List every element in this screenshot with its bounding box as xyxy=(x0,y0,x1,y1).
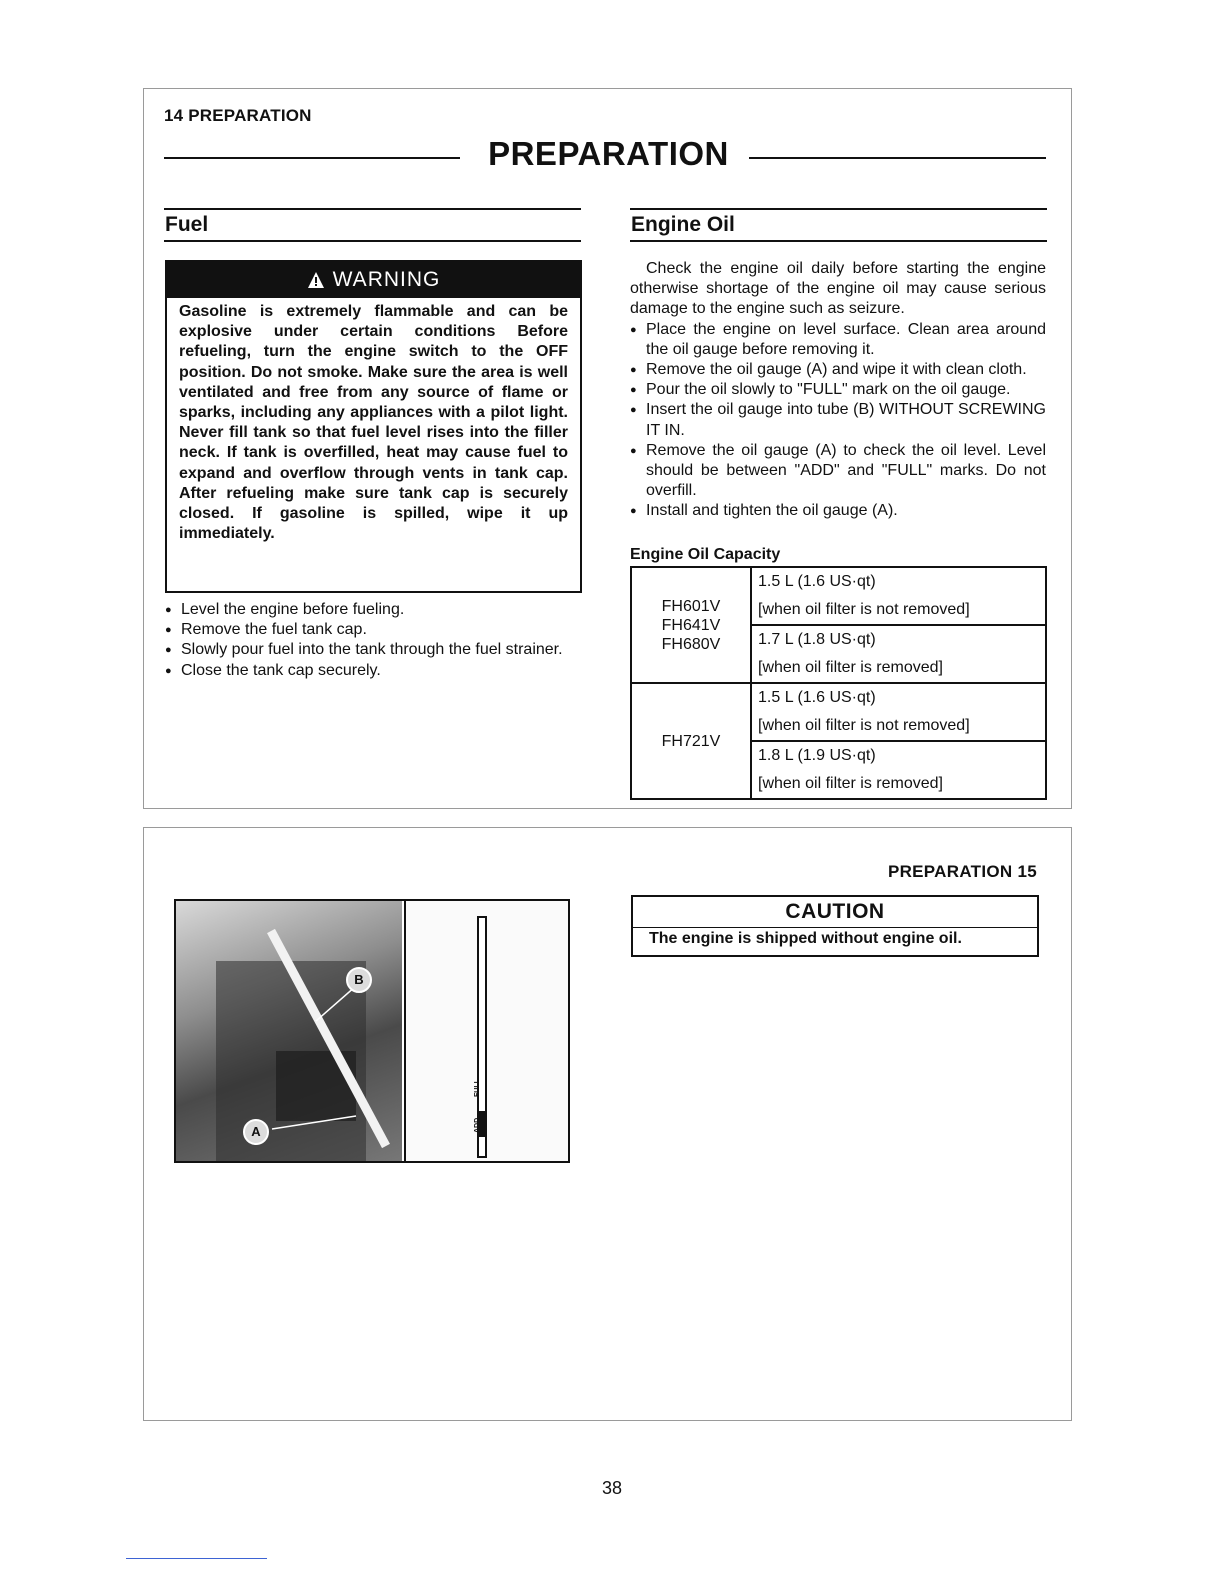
link-underline[interactable] xyxy=(126,1558,267,1559)
engine-oil-heading: Engine Oil xyxy=(631,213,735,236)
list-item: ● Place the engine on level surface. Clean area around the oil gauge before removing it. xyxy=(630,320,1046,360)
gauge-add-label: ADD xyxy=(474,1117,481,1133)
warning-header xyxy=(167,262,580,298)
list-item: ● Remove the fuel tank cap. xyxy=(165,620,581,640)
dipstick-illustration xyxy=(404,901,570,1161)
list-item: ● Install and tighten the oil gauge (A). xyxy=(630,501,1046,521)
page-header: 14 PREPARATION xyxy=(164,106,312,125)
table-row xyxy=(631,567,1046,625)
page-title: PREPARATION xyxy=(488,135,729,172)
oil-gauge-photo xyxy=(174,899,570,1163)
engine-photo xyxy=(176,901,402,1161)
page-14-panel xyxy=(143,88,1072,809)
warning-triangle-icon xyxy=(307,271,325,289)
page-number: 38 xyxy=(601,1478,623,1498)
caution-box xyxy=(631,895,1039,957)
warning-text: Gasoline is extremely flammable and can be explosive under certain conditions Before refueling, turn the engine switch to the OFF position. Do not smoke. Make sure the area is well ventilated and free from any source of flame or sparks, including any appliances with a pilot light. Never fill tank so that fuel level rises into the filler neck. If tank is overfilled, heat may cause fuel to expand and overflow through vents in tank cap. After refueling make sure tank cap is securely closed. If gasoline is spilled, wipe it up immediately. xyxy=(179,303,568,543)
capacity-cell: 1.8 L (1.9 US·qt) [when oil filter is removed] xyxy=(751,741,1046,799)
list-item: ● Insert the oil gauge into tube (B) WITHOUT SCREWING IT IN. xyxy=(630,400,1046,440)
list-item: ● Remove the oil gauge (A) to check the oil level. Level should be between "ADD" and "FULL" marks. Do not overfill. xyxy=(630,441,1046,502)
label-b: B xyxy=(346,967,372,993)
capacity-cell: 1.5 L (1.6 US·qt) [when oil filter is not removed] xyxy=(751,683,1046,741)
table-row xyxy=(631,683,1046,741)
caution-label: CAUTION xyxy=(633,897,1037,928)
list-item: ● Close the tank cap securely. xyxy=(165,661,581,681)
list-item: ● Remove the oil gauge (A) and wipe it with clean cloth. xyxy=(630,360,1046,380)
model-cell: FH601V FH641V FH680V xyxy=(631,567,751,683)
list-item: ● Slowly pour fuel into the tank through the fuel strainer. xyxy=(165,640,581,660)
oil-rule-top xyxy=(630,208,1047,210)
label-a: A xyxy=(243,1119,269,1145)
model-cell: FH721V xyxy=(631,683,751,799)
caution-text: The engine is shipped without engine oil. xyxy=(649,930,962,947)
title-rule-right xyxy=(749,157,1046,159)
oil-rule-bottom xyxy=(630,240,1047,242)
fuel-rule-top xyxy=(164,208,581,210)
capacity-cell: 1.5 L (1.6 US·qt) [when oil filter is not removed] xyxy=(751,567,1046,625)
capacity-cell: 1.7 L (1.8 US·qt) [when oil filter is removed] xyxy=(751,625,1046,683)
capacity-table xyxy=(630,566,1047,800)
engine-oil-body xyxy=(630,259,1046,522)
warning-label: WARNING xyxy=(332,268,441,291)
list-item: ● Level the engine before fueling. xyxy=(165,600,581,620)
fuel-rule-bottom xyxy=(164,240,581,242)
fuel-heading: Fuel xyxy=(165,213,209,236)
engine-oil-steps xyxy=(630,320,1046,522)
page-15-panel xyxy=(143,827,1072,1421)
page-header: PREPARATION 15 xyxy=(887,862,1037,881)
engine-oil-intro: Check the engine oil daily before starting the engine otherwise shortage of the engine oil may cause serious damage to the engine such as seizure. xyxy=(630,260,1046,318)
warning-box xyxy=(165,260,582,593)
capacity-title: Engine Oil Capacity xyxy=(630,546,781,563)
fuel-steps xyxy=(165,600,581,681)
list-item: ● Pour the oil slowly to "FULL" mark on the oil gauge. xyxy=(630,380,1046,400)
gauge-full-label: FULL xyxy=(474,1079,481,1097)
